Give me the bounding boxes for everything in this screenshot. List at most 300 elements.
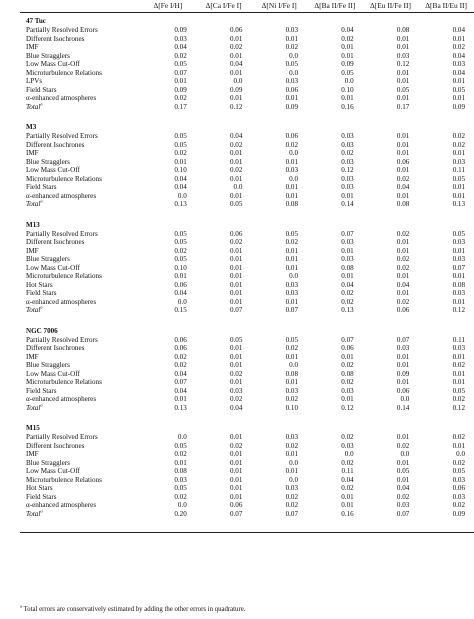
row-label	[20, 103, 140, 112]
row-label-text: Low Mass Cut-Off	[26, 263, 80, 272]
value-cell: 0.03	[341, 238, 354, 246]
value-cell: 0.01	[285, 255, 299, 263]
table-row	[20, 501, 474, 510]
value-cell: 0.05	[229, 200, 243, 208]
row-label-text: Different Isochrones	[26, 140, 85, 149]
row-label-text: Microturbulence Relations	[26, 68, 102, 77]
value-cell: 0.01	[229, 458, 243, 467]
value-cell: 0.02	[452, 501, 465, 509]
value-cell: 0.01	[396, 246, 410, 255]
value-cell: 0.03	[452, 157, 465, 166]
value-cell: 0.03	[396, 344, 410, 352]
value-cell: 0.04	[452, 26, 465, 34]
value-cell: 0.01	[396, 140, 410, 149]
value-cell: 0.16	[341, 102, 354, 111]
value-cell: 0.03	[396, 51, 410, 60]
value-cell: 0.01	[396, 272, 410, 280]
row-label-text: α-enhanced atmospheres	[26, 94, 97, 102]
table-row	[20, 289, 474, 298]
row-label-text: IMF	[26, 246, 39, 255]
row-label	[20, 230, 140, 239]
header-blank	[20, 0, 140, 13]
value-cell: 0.03	[452, 60, 465, 68]
value-cell: 0.02	[341, 289, 354, 297]
row-label-text: Field Stars	[26, 386, 57, 395]
value-cell: 0.0	[289, 51, 299, 60]
value-cell: 0.06	[285, 85, 299, 94]
value-cell: 0.07	[229, 306, 243, 314]
value-cell: 0.07	[341, 229, 354, 238]
value-cell: 0.08	[452, 280, 465, 289]
total-footnote-mark: a	[40, 101, 43, 107]
table-row	[20, 86, 474, 95]
value-cell: 0.01	[229, 433, 243, 441]
row-label	[20, 510, 140, 519]
value-cell: 0.02	[396, 174, 410, 183]
row-label	[20, 484, 140, 493]
value-cell: 0.01	[285, 450, 299, 458]
value-cell: 0.07	[396, 335, 410, 344]
value-cell: 0.05	[396, 467, 410, 475]
value-cell: 0.01	[396, 361, 410, 369]
value-cell: 0.20	[174, 509, 187, 518]
value-cell: 0.01	[229, 361, 243, 369]
value-cell: 0.03	[285, 433, 299, 441]
value-cell: 0.03	[341, 386, 354, 395]
value-cell: 0.10	[174, 263, 187, 272]
table-row	[20, 395, 474, 404]
row-label	[20, 361, 140, 370]
row-label-text: Blue Stragglers	[26, 458, 70, 467]
row-label	[20, 336, 140, 345]
value-cell: 0.03	[452, 475, 465, 484]
value-cell: 0.02	[341, 34, 354, 43]
value-cell: 0.02	[396, 229, 410, 238]
value-cell: 0.01	[229, 255, 243, 263]
row-label	[20, 141, 140, 150]
value-cell: 0.02	[452, 433, 465, 441]
total-row	[20, 103, 474, 112]
value-cell: 0.05	[285, 60, 299, 68]
value-cell: 0.13	[174, 200, 187, 208]
row-label	[20, 378, 140, 387]
value-cell: 0.02	[341, 297, 354, 306]
value-cell: 0.04	[229, 403, 243, 412]
table-row	[20, 361, 474, 370]
row-label	[20, 493, 140, 502]
value-cell: 0.02	[396, 297, 410, 306]
table-row	[20, 94, 474, 103]
row-label	[20, 166, 140, 175]
row-label	[20, 264, 140, 273]
row-label	[20, 459, 140, 468]
value-cell: 0.0	[400, 395, 410, 403]
total-row	[20, 200, 474, 209]
column-header: Δ[Ba II/Eu II]	[418, 0, 474, 13]
value-cell: 0.02	[341, 378, 354, 386]
value-cell: 0.02	[229, 166, 243, 174]
value-cell: 0.07	[229, 509, 243, 518]
value-cell: 0.02	[174, 246, 187, 255]
value-cell: 0.08	[174, 467, 187, 475]
value-cell: 0.01	[452, 183, 465, 191]
value-cell: 0.14	[396, 403, 410, 412]
row-label	[20, 77, 140, 86]
value-cell: 0.04	[396, 484, 410, 492]
value-cell: 0.08	[285, 369, 299, 378]
table-row	[20, 158, 474, 167]
value-cell: 0.01	[396, 352, 410, 361]
value-cell: 0.01	[396, 378, 410, 386]
value-cell: 0.0	[289, 68, 299, 77]
table-row	[20, 272, 474, 281]
row-label-text: Microturbulence Relations	[26, 475, 102, 484]
value-cell: 0.01	[396, 191, 410, 200]
row-label	[20, 132, 140, 141]
table-row	[20, 192, 474, 201]
value-cell: 0.01	[396, 433, 410, 441]
row-label-text: Blue Stragglers	[26, 157, 70, 166]
value-cell: 0.04	[341, 26, 354, 34]
value-cell: 0.06	[174, 335, 187, 344]
value-cell: 0.01	[341, 272, 354, 280]
value-cell: 0.03	[341, 255, 354, 263]
total-row	[20, 404, 474, 413]
value-cell: 0.13	[341, 306, 354, 314]
row-label-text: IMF	[26, 149, 39, 157]
value-cell: 0.01	[452, 77, 465, 85]
value-cell: 0.08	[396, 26, 410, 34]
value-cell: 0.08	[396, 200, 410, 208]
value-cell: 0.12	[229, 102, 243, 111]
row-label	[20, 467, 140, 476]
value-cell: 0.0	[289, 174, 299, 183]
row-label-text: Field Stars	[26, 183, 57, 191]
row-label-text: IMF	[26, 450, 39, 458]
row-label-text: Field Stars	[26, 289, 57, 297]
row-label-text: Total	[26, 200, 41, 208]
value-cell: 0.13	[174, 403, 187, 412]
value-cell: 0.11	[452, 335, 465, 344]
value-cell: 0.02	[174, 94, 187, 102]
row-label-text: Microturbulence Relations	[26, 378, 102, 386]
value-cell: 0.01	[452, 352, 465, 361]
value-cell: 0.06	[174, 280, 187, 289]
total-footnote-mark: a	[40, 304, 43, 310]
value-cell: 0.01	[452, 191, 465, 200]
value-cell: 0.06	[174, 344, 187, 352]
value-cell: 0.09	[452, 102, 465, 111]
row-label-text: Total	[26, 102, 41, 111]
table-row	[20, 433, 474, 442]
table-row	[20, 247, 474, 256]
value-cell: 0.0	[289, 475, 299, 484]
error-budget-table	[20, 0, 474, 533]
value-cell: 0.01	[229, 467, 243, 475]
table-row	[20, 183, 474, 192]
value-cell: 0.04	[452, 51, 465, 60]
row-label-text: Total	[26, 509, 41, 518]
value-cell: 0.0	[400, 450, 410, 458]
value-cell: 0.02	[285, 43, 299, 51]
value-cell: 0.01	[396, 166, 410, 174]
table-row	[20, 166, 474, 175]
value-cell: 0.01	[229, 450, 243, 458]
row-label-text: LPVs	[26, 77, 43, 85]
value-cell: 0.02	[174, 51, 187, 60]
value-cell: 0.09	[285, 102, 299, 111]
value-cell: 0.08	[341, 263, 354, 272]
value-cell: 0.02	[285, 441, 299, 450]
row-label	[20, 404, 140, 413]
value-cell: 0.13	[452, 200, 465, 208]
total-footnote-mark: a	[40, 508, 43, 514]
value-cell: 0.06	[229, 26, 243, 34]
value-cell: 0.01	[229, 272, 243, 280]
value-cell: 0.05	[174, 484, 187, 492]
value-cell: 0.01	[452, 272, 465, 280]
table-row	[20, 353, 474, 362]
row-label	[20, 149, 140, 158]
value-cell: 0.02	[341, 458, 354, 467]
value-cell: 0.07	[452, 263, 465, 272]
value-cell: 0.01	[285, 297, 299, 306]
value-cell: 0.01	[452, 441, 465, 450]
row-label	[20, 238, 140, 247]
value-cell: 0.01	[452, 246, 465, 255]
value-cell: 0.02	[174, 361, 187, 369]
value-cell: 0.01	[229, 475, 243, 484]
column-header: Δ[Ni I/Fe I]	[251, 0, 307, 13]
value-cell: 0.01	[341, 501, 354, 509]
value-cell: 0.05	[396, 85, 410, 94]
value-cell: 0.12	[452, 306, 465, 314]
value-cell: 0.01	[229, 344, 243, 352]
value-cell: 0.02	[396, 492, 410, 501]
table-row	[20, 450, 474, 459]
row-label	[20, 158, 140, 167]
value-cell: 0.04	[396, 280, 410, 289]
row-label	[20, 26, 140, 35]
value-cell: 0.01	[229, 94, 243, 102]
value-cell: 0.01	[229, 263, 243, 272]
value-cell: 0.01	[396, 132, 410, 140]
value-cell: 0.06	[229, 229, 243, 238]
row-label	[20, 60, 140, 69]
row-label-text: α-enhanced atmospheres	[26, 297, 97, 306]
column-header: Δ[Ca I/Fe I]	[196, 0, 252, 13]
value-cell: 0.03	[285, 386, 299, 395]
value-cell: 0.0	[177, 297, 187, 306]
row-label-text: Different Isochrones	[26, 34, 85, 43]
table-row	[20, 442, 474, 451]
row-label	[20, 94, 140, 103]
table-row	[20, 149, 474, 158]
row-label-text: Low Mass Cut-Off	[26, 60, 80, 68]
value-cell: 0.02	[396, 441, 410, 450]
table-row	[20, 344, 474, 353]
value-cell: 0.09	[174, 85, 187, 94]
value-cell: 0.01	[341, 94, 354, 102]
value-cell: 0.03	[229, 386, 243, 395]
row-label-text: Different Isochrones	[26, 344, 85, 352]
value-cell: 0.06	[285, 132, 299, 140]
row-label	[20, 86, 140, 95]
table-row	[20, 459, 474, 468]
row-label	[20, 35, 140, 44]
value-cell: 0.01	[285, 246, 299, 255]
table-row	[20, 387, 474, 396]
value-cell: 0.01	[341, 43, 354, 51]
value-cell: 0.01	[229, 149, 243, 157]
value-cell: 0.02	[452, 43, 465, 51]
section-title: NGC 7006	[26, 326, 58, 335]
table-row	[20, 230, 474, 239]
value-cell: 0.03	[452, 289, 465, 297]
section-spacer	[20, 315, 474, 327]
value-cell: 0.03	[285, 289, 299, 297]
table-row	[20, 378, 474, 387]
value-cell: 0.02	[341, 484, 354, 492]
table-row	[20, 175, 474, 184]
value-cell: 0.04	[341, 280, 354, 289]
value-cell: 0.03	[452, 344, 465, 352]
value-cell: 0.04	[229, 60, 243, 68]
value-cell: 0.02	[452, 132, 465, 140]
value-cell: 0.06	[452, 484, 465, 492]
row-label	[20, 183, 140, 192]
value-cell: 0.09	[229, 85, 243, 94]
value-cell: 0.06	[396, 306, 410, 314]
value-cell: 0.02	[341, 361, 354, 369]
value-cell: 0.01	[285, 263, 299, 272]
table-row	[20, 69, 474, 78]
value-cell: 0.08	[285, 200, 299, 208]
row-label-text: Blue Stragglers	[26, 361, 70, 369]
value-cell: 0.01	[229, 289, 243, 297]
section-heading-row	[20, 13, 474, 27]
value-cell: 0.09	[341, 60, 354, 68]
value-cell: 0.0	[233, 183, 243, 191]
value-cell: 0.02	[229, 43, 243, 51]
row-label	[20, 353, 140, 362]
value-cell: 0.0	[456, 450, 465, 458]
section-heading-row	[20, 123, 474, 132]
value-cell: 0.14	[341, 200, 354, 208]
value-cell: 0.03	[452, 255, 465, 263]
value-cell: 0.03	[285, 166, 299, 174]
value-cell: 0.06	[341, 344, 354, 352]
value-cell: 0.04	[174, 369, 187, 378]
table-bottom-rule	[20, 518, 474, 533]
value-cell: 0.01	[396, 77, 410, 85]
row-label	[20, 247, 140, 256]
value-cell: 0.05	[174, 238, 187, 246]
spacer-cell	[20, 209, 474, 221]
value-cell: 0.01	[285, 183, 299, 191]
row-label	[20, 395, 140, 404]
column-header: Δ[Fe I/H]	[140, 0, 196, 13]
row-label-text: α-enhanced atmospheres	[26, 191, 97, 200]
row-label	[20, 433, 140, 442]
value-cell: 0.17	[396, 102, 410, 111]
row-label	[20, 200, 140, 209]
total-footnote-mark: a	[40, 402, 43, 408]
value-cell: 0.02	[229, 238, 243, 246]
value-cell: 0.02	[285, 492, 299, 501]
value-cell: 0.01	[285, 94, 299, 102]
row-label-text: Hot Stars	[26, 280, 53, 289]
table-row	[20, 467, 474, 476]
value-cell: 0.0	[289, 361, 299, 369]
total-row	[20, 510, 474, 519]
value-cell: 0.03	[174, 475, 187, 484]
value-cell: 0.01	[285, 467, 299, 475]
spacer-cell	[20, 315, 474, 327]
row-label	[20, 289, 140, 298]
value-cell: 0.10	[174, 166, 187, 174]
value-cell: 0.02	[229, 395, 243, 403]
value-cell: 0.11	[452, 166, 465, 174]
row-label	[20, 442, 140, 451]
table-row	[20, 141, 474, 150]
value-cell: 0.12	[341, 166, 354, 174]
value-cell: 0.06	[396, 157, 410, 166]
row-label	[20, 298, 140, 307]
value-cell: 0.02	[452, 395, 465, 403]
value-cell: 0.02	[452, 361, 465, 369]
value-cell: 0.02	[341, 433, 354, 441]
value-cell: 0.01	[396, 238, 410, 246]
value-cell: 0.01	[229, 51, 243, 60]
section-heading-row	[20, 424, 474, 433]
section-spacer	[20, 209, 474, 221]
row-label	[20, 52, 140, 61]
row-label-text: Microturbulence Relations	[26, 272, 102, 280]
value-cell: 0.01	[229, 157, 243, 166]
value-cell: 0.06	[396, 386, 410, 395]
value-cell: 0.01	[229, 492, 243, 501]
row-label-text: Field Stars	[26, 492, 57, 501]
value-cell: 0.0	[177, 191, 187, 200]
value-cell: 0.04	[341, 475, 354, 484]
value-cell: 0.04	[174, 43, 187, 51]
value-cell: 0.02	[174, 149, 187, 157]
value-cell: 0.02	[285, 501, 299, 509]
value-cell: 0.01	[452, 34, 465, 43]
table-row	[20, 264, 474, 273]
value-cell: 0.03	[452, 492, 465, 501]
value-cell: 0.01	[174, 395, 187, 403]
value-cell: 0.05	[174, 229, 187, 238]
value-cell: 0.10	[341, 85, 354, 94]
value-cell: 0.01	[174, 157, 187, 166]
value-cell: 0.02	[285, 395, 299, 403]
value-cell: 0.02	[285, 238, 299, 246]
value-cell: 0.0	[177, 433, 187, 441]
table-row	[20, 238, 474, 247]
row-label	[20, 69, 140, 78]
value-cell: 0.11	[341, 467, 354, 475]
value-cell: 0.02	[285, 140, 299, 149]
row-label	[20, 175, 140, 184]
value-cell: 0.0	[289, 458, 299, 467]
value-cell: 0.01	[341, 191, 354, 200]
value-cell: 0.01	[229, 280, 243, 289]
value-cell: 0.0	[289, 272, 299, 280]
value-cell: 0.01	[229, 174, 243, 183]
value-cell: 0.01	[341, 352, 354, 361]
